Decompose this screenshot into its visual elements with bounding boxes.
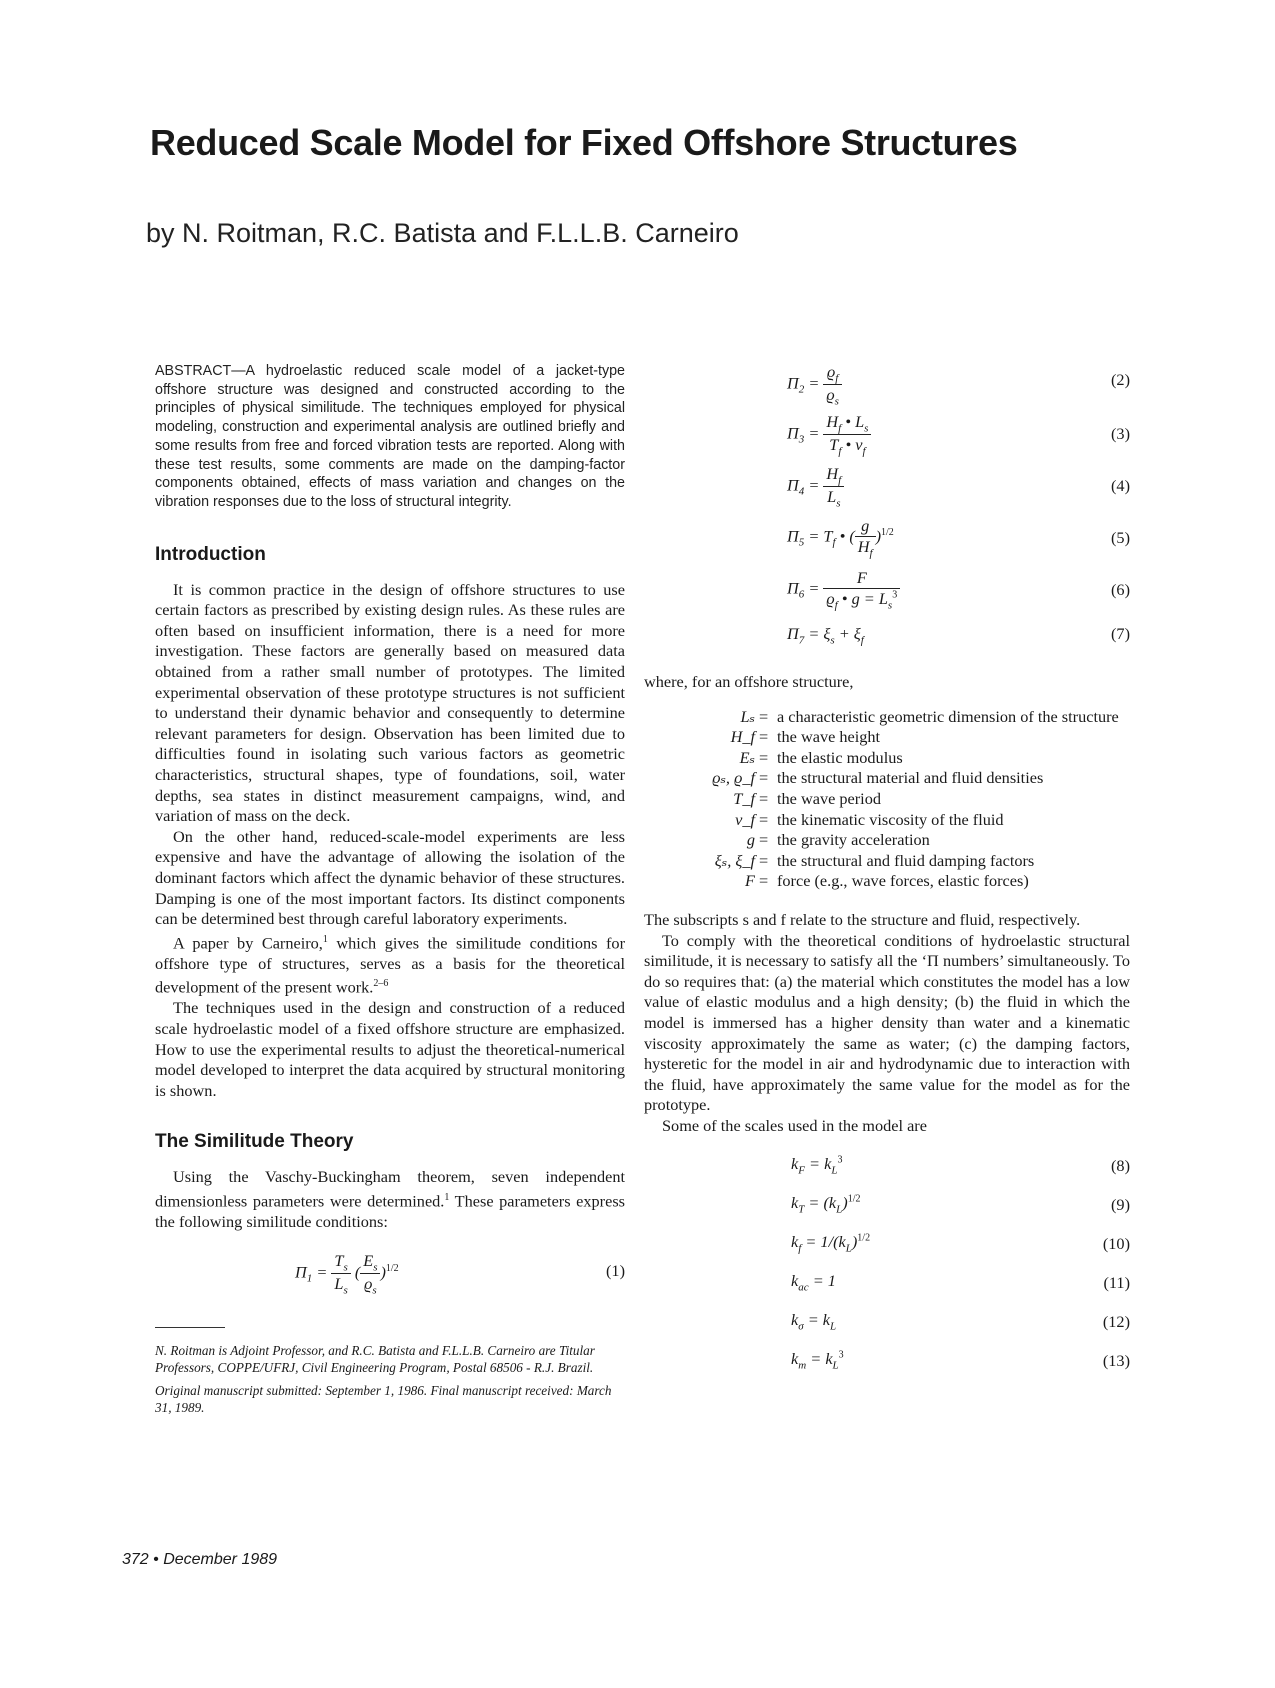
sim-p1-text-b: These parameters express the following similitude conditions: bbox=[155, 1191, 625, 1231]
page-footer: 372 • December 1989 bbox=[122, 1551, 278, 1568]
equation-number: (9) bbox=[1111, 1195, 1130, 1215]
subscripts-text: The subscripts s and f relate to the structure and fluid, respectively. bbox=[644, 909, 1081, 929]
author-line: by N. Roitman, R.C. Batista and F.L.L.B. Carneiro bbox=[146, 218, 739, 248]
definition-row: Eₛ = the elastic modulus bbox=[739, 747, 903, 767]
equation-number: (11) bbox=[1103, 1273, 1130, 1293]
definition-row: ξₛ, ξ_f = the structural and fluid damping factors bbox=[714, 850, 1035, 870]
definition-row: Lₛ = a characteristic geometric dimension of the structure bbox=[740, 706, 1119, 726]
where-text: where, for an offshore structure, bbox=[644, 672, 854, 691]
manuscript-dates-footnote: Original manuscript submitted: September 1, 1986. Final manuscript received: March 31, 1989. bbox=[155, 1382, 612, 1415]
intro-paragraph-2: On the other hand, reduced-scale-model experiments are less expensive and have the advantage of allowing the isolation of the dominant factors which affect the dynamic behavior of these structures. Damping is one of the most important factors. Its distinct components can be determined best through careful laboratory experiments. bbox=[155, 826, 625, 929]
abstract: ABSTRACT—A hydroelastic reduced scale model of a jacket-type offshore structure was designed and constructed according to the principles of physical similitude. The techniques employed for physical modeling, construction and experimental analysis are outlined briefly and some results from free and forced vibration tests are reported. Along with these test results, some comments are made on the damping-factor components obtained, effects of mass variation and changes on the vibration responses due to the loss of structural integrity. bbox=[155, 363, 625, 510]
definition-row: g = the gravity acceleration bbox=[746, 830, 930, 850]
scales-text: Some of the scales used in the model are bbox=[662, 1115, 927, 1135]
reference-marker: 2–6 bbox=[373, 978, 389, 990]
equation-3: $\Pi_3$ = $\frac{H_f • L_s}{T_f • \nu_f}$ (3) bbox=[787, 412, 1130, 458]
intro-p3-text-a: A paper by Carneiro, bbox=[173, 933, 323, 953]
equation-11: $k_{ac} = 1$ (11) bbox=[791, 1271, 1130, 1294]
intro-paragraph-1: It is common practice in the design of offshore structures to use certain factors as prescribed by existing design rules. As these rules are often based on insufficient information, there is a need for more investigation. These factors are generally based on measured data obtained from a rather small number of prototypes. The limited experimental observation of these prototype structures is not sufficient to understand their dynamic behavior and consequently to determine relevant parameters for design. Observation has been limited due to difficulties found in isolating such various factors as geometric characteristics, structural shapes, type of foundations, soil, water depths, sea states in distinct measurement campaigns, wind, and variation of mass on the deck. bbox=[155, 579, 625, 826]
similitude-paragraph-1 bbox=[155, 1167, 625, 1232]
definition-row: F = force (e.g., wave forces, elastic forces) bbox=[745, 871, 1029, 891]
section-heading-introduction: Introduction bbox=[155, 543, 266, 565]
equation-number: (8) bbox=[1111, 1156, 1130, 1176]
equation-8: $k_F = k_L^3$ (8) bbox=[791, 1154, 1130, 1177]
equation-number: (4) bbox=[1111, 476, 1130, 495]
equation-number: (12) bbox=[1102, 1312, 1130, 1332]
equation-5: $\Pi_5 = T_f$ • ( $\frac{g}{H_f}$ )$^{1/2}$ (5) bbox=[787, 516, 1130, 560]
intro-paragraph-4: The techniques used in the design and construction of a reduced scale hydroelastic model of a fixed offshore structure are emphasized. How to use the experimental results to adjust the theoretical-numerical model developed to interpret the data acquired by structural monitoring is shown. bbox=[155, 998, 625, 1100]
comply-paragraph: To comply with the theoretical conditions of hydroelastic structural similitude, it is necessary to satisfy all the ‘Π numbers’ simultaneously. To do so requires that: (a) the material which constitutes the model has a low value of elastic modulus and a high density; (b) the fluid in which the model is immersed has a higher density than water and a kinematic viscosity approximately the same as water; (c) the damping factors, hysteretic for the model in air and hydrodynamic due to interaction with the fluid, have approximately the same value for the model as for the prototype. bbox=[644, 930, 1130, 1115]
equation-number: (2) bbox=[1111, 370, 1130, 389]
equation-number: (6) bbox=[1111, 580, 1130, 599]
equation-number: (5) bbox=[1111, 528, 1130, 547]
equation-6: $\Pi_6$ = $\frac{F}{ϱ_f • g = L_s^3}$ (6) bbox=[787, 568, 1130, 612]
reference-marker: 1 bbox=[444, 1191, 450, 1203]
equation-number: (10) bbox=[1102, 1234, 1130, 1254]
equation-10: $k_f = 1/(k_L)^{1/2}$ (10) bbox=[791, 1232, 1130, 1255]
sim-p1-text-a: Using the Vaschy-Buckingham theorem, seven independent dimensionless parameters were determined. bbox=[155, 1167, 625, 1211]
intro-p3-text-b: which gives the similitude conditions for offshore type of structures, serves as a basis for the theoretical development of the present work. bbox=[155, 933, 625, 997]
author-affiliation-footnote: N. Roitman is Adjoint Professor, and R.C. Batista and F.L.L.B. Carneiro are Titular Professors, COPPE/UFRJ, Civil Engineering Program, Postal 68506 - R.J. Brazil. bbox=[155, 1342, 595, 1375]
equation-7: $\Pi_7 = \xi_s + \xi_f$ (7) bbox=[787, 624, 1130, 647]
equation-13: $k_m = k_L^3$ (13) bbox=[791, 1349, 1130, 1372]
section-heading-similitude-theory: The Similitude Theory bbox=[155, 1131, 354, 1153]
symbol-definitions bbox=[662, 707, 1130, 892]
definition-row: ν_f = the kinematic viscosity of the fluid bbox=[735, 809, 1004, 829]
definition-row: ϱₛ, ϱ_f = the structural material and fluid densities bbox=[712, 768, 1044, 788]
equation-number: (13) bbox=[1102, 1351, 1130, 1371]
equation-2: $\Pi_2$ = $\frac{ϱ_f}{ϱ_s}$ (2) bbox=[787, 362, 1130, 408]
equation-4: $\Pi_4$ = $\frac{H_f}{L_s}$ (4) bbox=[787, 464, 1130, 510]
equation-number: (1) bbox=[606, 1260, 625, 1280]
definition-row: H_f = the wave height bbox=[730, 727, 881, 747]
footnote-divider bbox=[155, 1327, 225, 1328]
equation-9: $k_T = (k_L)^{1/2}$ (9) bbox=[791, 1193, 1130, 1216]
paper-title: Reduced Scale Model for Fixed Offshore Structures bbox=[150, 122, 1018, 163]
equation-number: (3) bbox=[1111, 424, 1130, 443]
left-column bbox=[155, 362, 625, 1422]
equation-number: (7) bbox=[1111, 624, 1130, 643]
reference-marker: 1 bbox=[322, 933, 328, 945]
equation-1: $\Pi_1$ = $\frac{T_s}{L_s}$ ( $\frac{E_s}{ϱ_s}$ )$^{1/2}$ (1) bbox=[295, 1250, 625, 1297]
equation-12: $k_\sigma = k_L$ (12) bbox=[791, 1310, 1130, 1333]
right-column bbox=[644, 362, 1130, 1384]
definition-row: T_f = the wave period bbox=[733, 788, 881, 808]
intro-paragraph-3 bbox=[155, 930, 625, 999]
